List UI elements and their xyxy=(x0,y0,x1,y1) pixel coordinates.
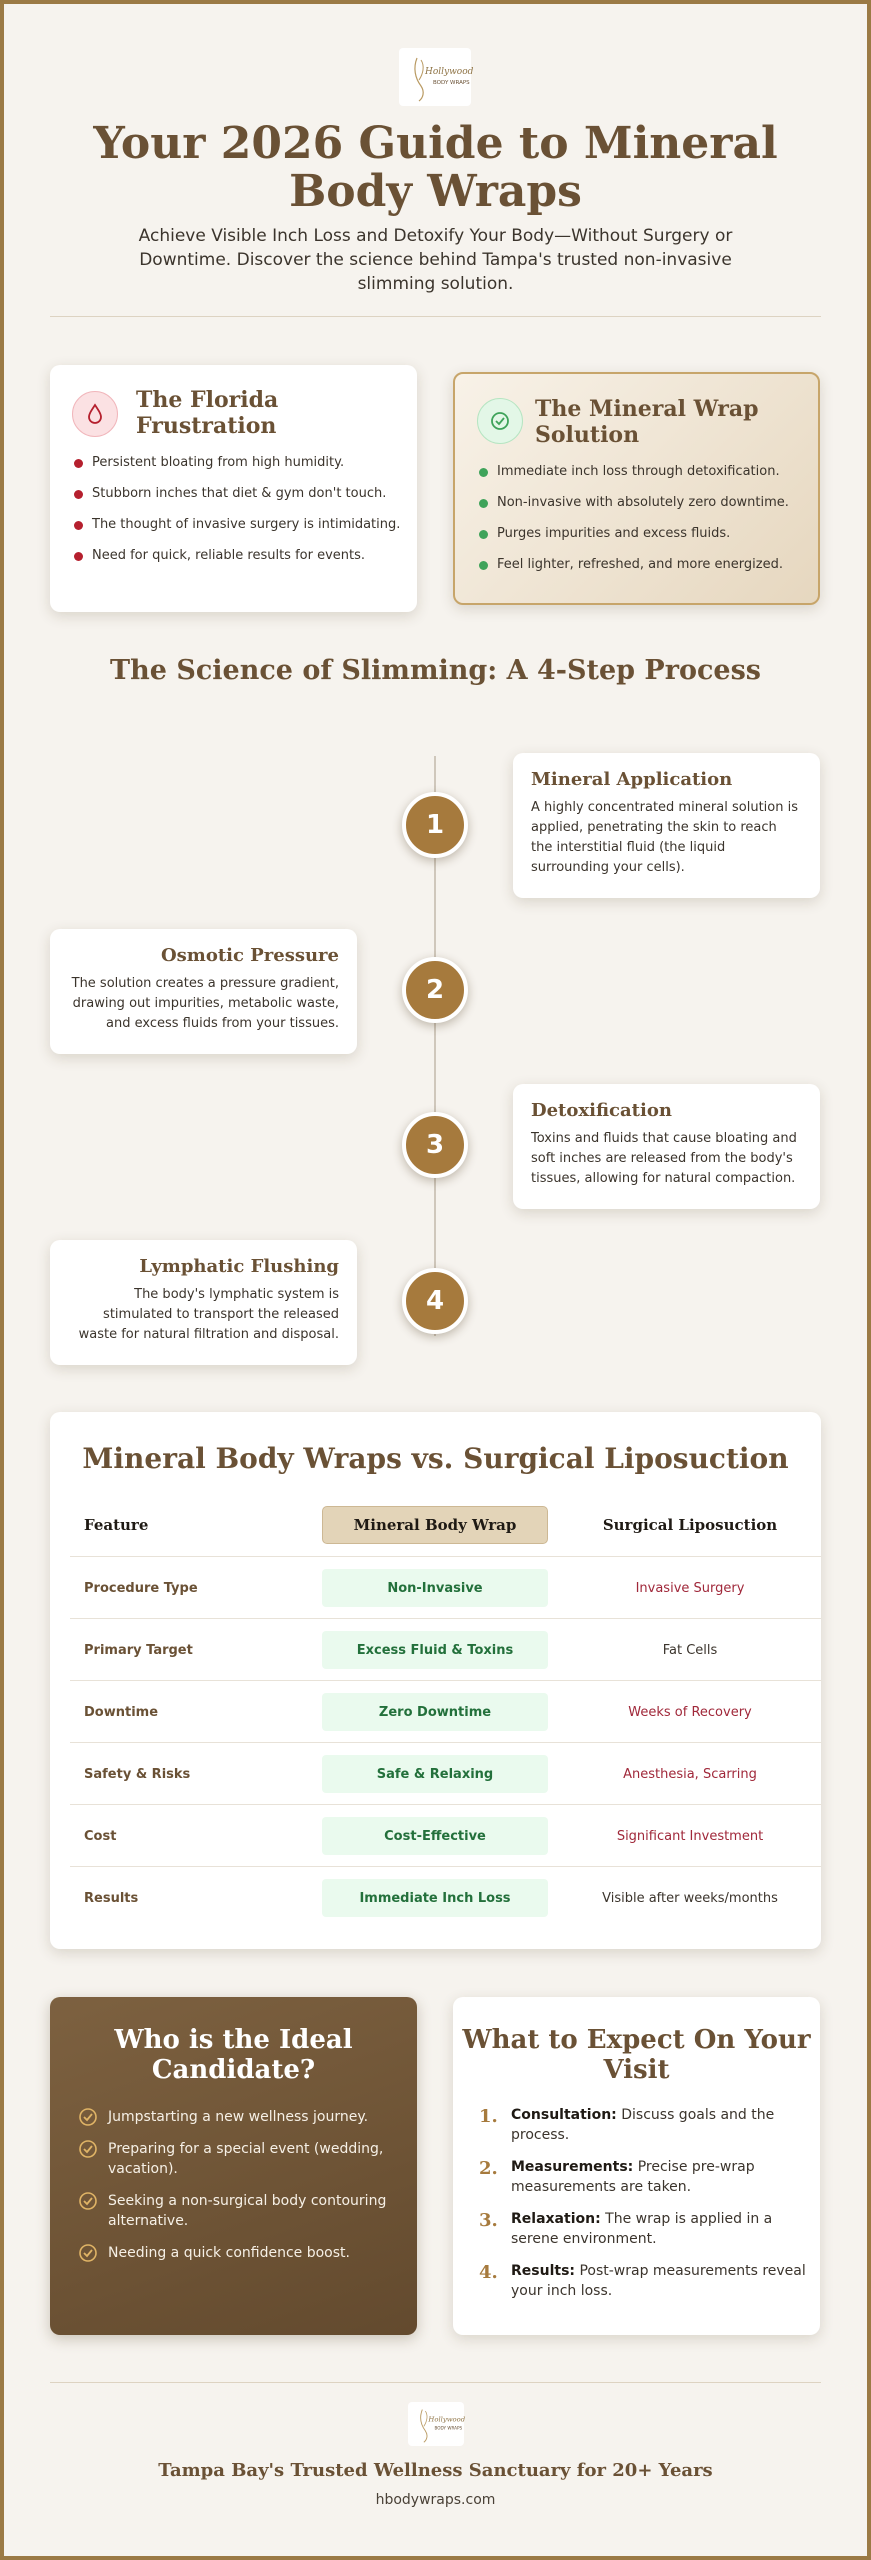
table-row xyxy=(70,1680,821,1742)
list-item: 2. Measurements: Precise pre-wrap measurements are taken. xyxy=(479,2158,755,2195)
row-wrap-value: Excess Fluid & Toxins xyxy=(322,1631,548,1669)
list-item: Feel lighter, refreshed, and more energized. xyxy=(477,555,807,575)
step-number: 4 xyxy=(402,1268,468,1334)
step-title: Detoxification xyxy=(531,1100,672,1121)
bullet-dot xyxy=(479,561,488,570)
comparison-card xyxy=(50,1412,821,1949)
svg-text:Hollywood: Hollywood xyxy=(425,67,474,77)
step-card xyxy=(513,753,820,898)
table-row xyxy=(70,1618,821,1680)
candidate-card xyxy=(50,1997,417,2335)
divider xyxy=(50,2382,821,2383)
comparison-title: Mineral Body Wraps vs. Surgical Liposuction xyxy=(82,1442,789,1475)
step-number: 1 xyxy=(402,792,468,858)
footer-logo xyxy=(408,2402,464,2446)
bullet-dot xyxy=(479,468,488,477)
row-lipo-value: Anesthesia, Scarring xyxy=(623,1766,757,1782)
table-row xyxy=(70,1556,821,1618)
step-card xyxy=(50,1240,357,1365)
list-item: Persistent bloating from high humidity. xyxy=(72,453,402,473)
row-lipo-value: Significant Investment xyxy=(616,1828,764,1844)
check-icon xyxy=(78,2139,98,2159)
step-number: 3 xyxy=(402,1112,468,1178)
list-item: 3. Relaxation: The wrap is applied in a serene environment. xyxy=(479,2210,773,2247)
list-item: Purges impurities and excess fluids. xyxy=(477,524,807,544)
list-item: Preparing for a special event (wedding, vacation). xyxy=(78,2139,398,2179)
problem-title: The Florida Frustration xyxy=(136,387,279,439)
list-item: 1. Consultation: Discuss goals and the process. xyxy=(479,2106,775,2143)
check-circle-icon xyxy=(477,398,523,444)
candidate-title: Who is the Ideal Candidate? xyxy=(114,2025,353,2085)
logo-figure-icon xyxy=(411,2405,466,2443)
row-wrap-value: Immediate Inch Loss xyxy=(322,1879,548,1917)
solution-list xyxy=(477,462,807,586)
table-row xyxy=(70,1804,821,1866)
process-title: The Science of Slimming: A 4-Step Process xyxy=(110,655,761,686)
page-subtitle: Achieve Visible Inch Loss and Detoxify Your Body—Without Surgery or Downtime. Discover the science behind Tampa's trusted non-invasive slimming solution. xyxy=(138,226,733,294)
footer-tagline: Tampa Bay's Trusted Wellness Sanctuary for 20+ Years xyxy=(158,2460,713,2481)
bullet-dot xyxy=(74,521,83,530)
svg-text:BODY WRAPS: BODY WRAPS xyxy=(433,80,470,86)
step-title: Mineral Application xyxy=(531,769,733,790)
step-number: 2 xyxy=(402,957,468,1023)
droplet-icon xyxy=(72,391,118,437)
brand-logo xyxy=(399,48,474,106)
problem-card xyxy=(50,365,417,612)
bullet-dot xyxy=(74,552,83,561)
visit-title: What to Expect On Your Visit xyxy=(462,2025,811,2085)
step-title: Lymphatic Flushing xyxy=(139,1256,339,1277)
table-row xyxy=(70,1866,821,1928)
row-lipo-value: Invasive Surgery xyxy=(635,1580,745,1596)
column-header-lipo: Surgical Liposuction xyxy=(602,1516,778,1534)
visit-card xyxy=(453,1997,820,2335)
row-wrap-value: Safe & Relaxing xyxy=(322,1755,548,1793)
solution-title: The Mineral Wrap Solution xyxy=(535,396,759,448)
row-feature: Safety & Risks xyxy=(84,1766,191,1782)
list-item: Non-invasive with absolutely zero downtime. xyxy=(477,493,807,513)
visit-list xyxy=(479,2105,809,2313)
list-item: Need for quick, reliable results for events. xyxy=(72,546,402,566)
step-text: The solution creates a pressure gradient, drawing out impurities, metabolic waste, and excess fluids from your tissues. xyxy=(71,976,339,1031)
row-wrap-value: Cost-Effective xyxy=(322,1817,548,1855)
row-feature: Procedure Type xyxy=(84,1580,198,1596)
bullet-dot xyxy=(74,459,83,468)
svg-text:Hollywood: Hollywood xyxy=(428,2415,466,2424)
row-lipo-value: Visible after weeks/months xyxy=(602,1890,778,1906)
step-card xyxy=(50,929,357,1054)
column-header-wrap: Mineral Body Wrap xyxy=(322,1506,548,1544)
svg-text:BODY WRAPS: BODY WRAPS xyxy=(434,2425,463,2431)
check-icon xyxy=(78,2191,98,2211)
divider xyxy=(50,316,821,317)
list-item: The thought of invasive surgery is intimidating. xyxy=(72,515,402,535)
row-feature: Results xyxy=(84,1890,139,1906)
row-lipo-value: Weeks of Recovery xyxy=(628,1704,752,1720)
problem-list xyxy=(72,453,402,577)
check-icon xyxy=(78,2107,98,2127)
list-item: Seeking a non-surgical body contouring alternative. xyxy=(78,2191,398,2231)
check-icon xyxy=(78,2243,98,2263)
list-item: Stubborn inches that diet & gym don't touch. xyxy=(72,484,402,504)
row-feature: Cost xyxy=(84,1828,117,1844)
logo-figure-icon xyxy=(403,52,474,102)
row-feature: Downtime xyxy=(84,1704,159,1720)
bullet-dot xyxy=(479,499,488,508)
bullet-dot xyxy=(479,530,488,539)
list-item: Needing a quick confidence boost. xyxy=(78,2243,398,2263)
solution-card xyxy=(453,372,820,605)
row-wrap-value: Zero Downtime xyxy=(322,1693,548,1731)
candidate-list xyxy=(78,2107,398,2275)
step-title: Osmotic Pressure xyxy=(160,945,339,966)
bullet-dot xyxy=(74,490,83,499)
row-wrap-value: Non-Invasive xyxy=(322,1569,548,1607)
step-text: The body's lymphatic system is stimulated to transport the released waste for natural filtration and disposal. xyxy=(78,1287,339,1342)
table-row xyxy=(70,1742,821,1804)
page-title: Your 2026 Guide to Mineral Body Wraps xyxy=(93,118,778,217)
row-feature: Primary Target xyxy=(84,1642,193,1658)
step-card xyxy=(513,1084,820,1209)
list-item: Jumpstarting a new wellness journey. xyxy=(78,2107,398,2127)
list-item: 4. Results: Post-wrap measurements reveal your inch loss. xyxy=(479,2262,806,2299)
column-header-feature: Feature xyxy=(84,1516,149,1534)
step-text: Toxins and fluids that cause bloating and soft inches are released from the body's tissues, allowing for natural compaction. xyxy=(531,1131,797,1186)
footer-url[interactable]: hbodywraps.com xyxy=(375,2492,496,2508)
step-text: A highly concentrated mineral solution is applied, penetrating the skin to reach the interstitial fluid (the liquid surrounding your cells). xyxy=(531,800,798,875)
row-lipo-value: Fat Cells xyxy=(662,1642,718,1658)
list-item: Immediate inch loss through detoxification. xyxy=(477,462,807,482)
